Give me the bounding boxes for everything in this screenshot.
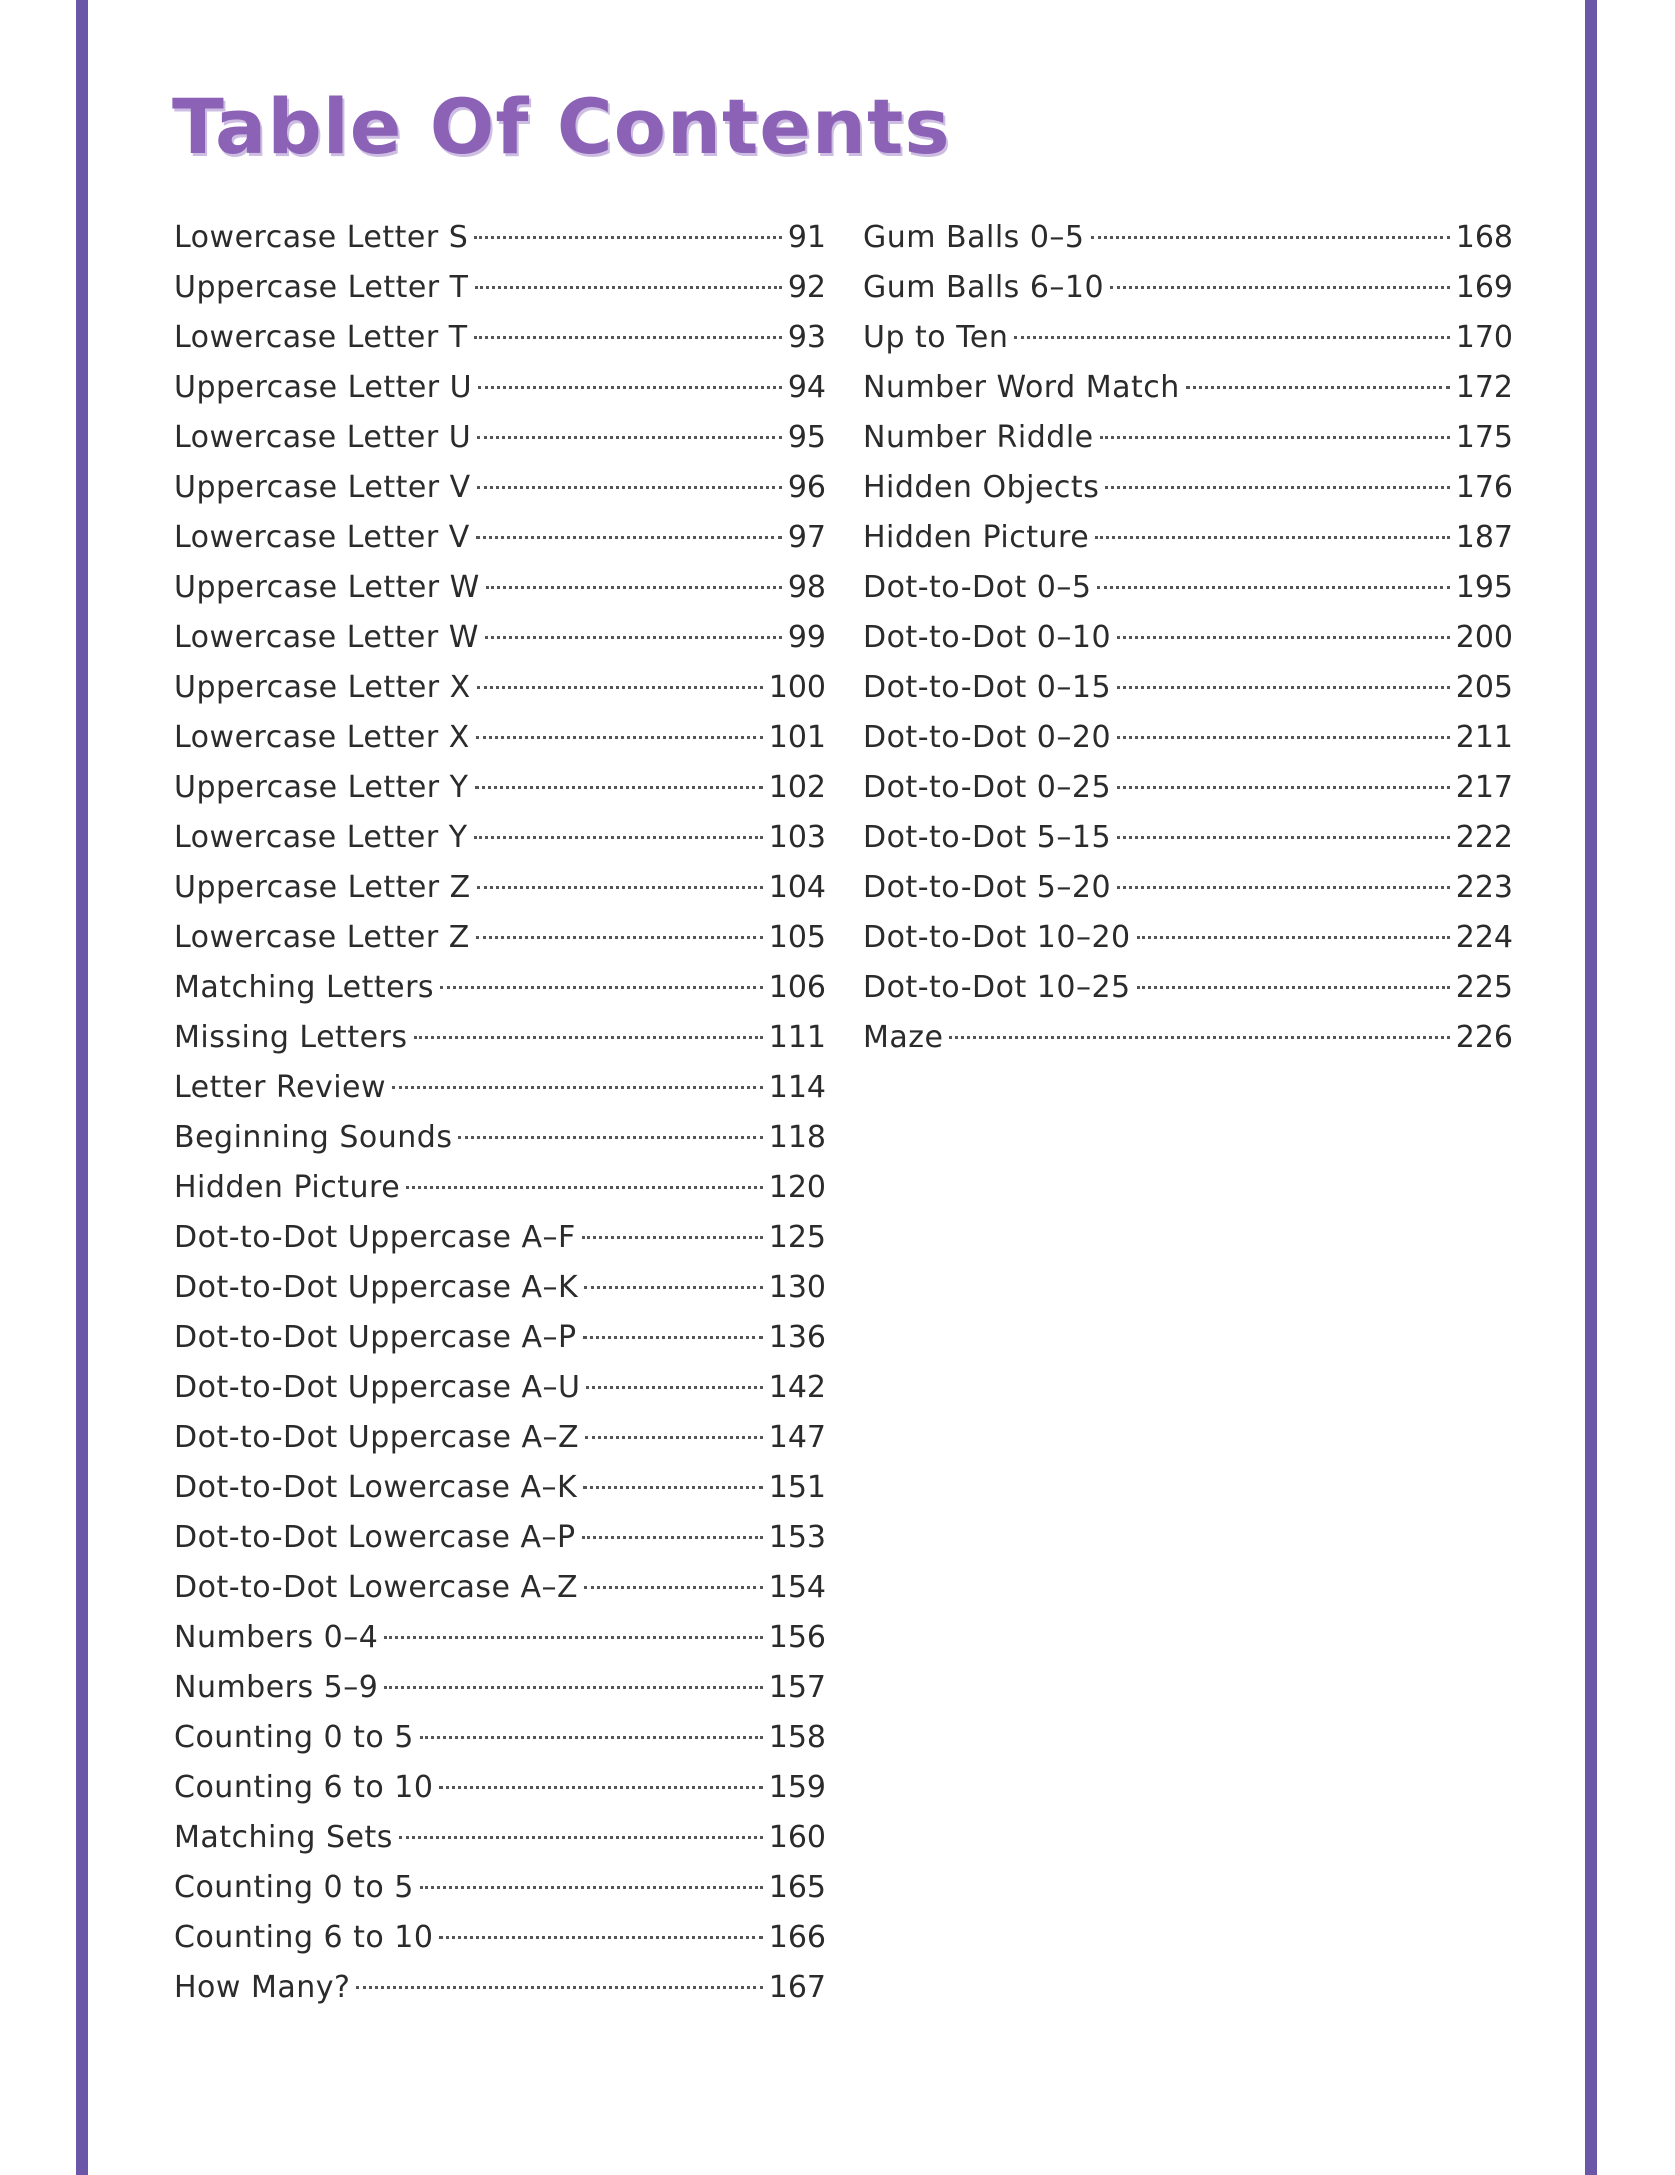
- toc-right-column: [863, 213, 1513, 1063]
- toc-entry-page-number: 105: [768, 920, 826, 955]
- toc-entry-page-number: 200: [1455, 620, 1513, 655]
- dot-leader: [586, 1386, 762, 1389]
- toc-entry: [863, 263, 1513, 313]
- toc-entry: [174, 613, 826, 663]
- toc-entry: [174, 713, 826, 763]
- toc-entry-label: Lowercase Letter X: [174, 720, 470, 755]
- dot-leader: [406, 1186, 763, 1189]
- toc-entry-label: Dot-to-Dot Lowercase A–Z: [174, 1570, 579, 1605]
- toc-entry-page-number: 165: [768, 1870, 826, 1905]
- dot-leader: [949, 1036, 1449, 1039]
- dot-leader: [476, 736, 763, 739]
- toc-entry-label: Dot-to-Dot 10–20: [863, 920, 1131, 955]
- dot-leader: [476, 536, 782, 539]
- toc-entry-page-number: 187: [1455, 520, 1513, 555]
- toc-entry-label: Matching Letters: [174, 970, 435, 1005]
- toc-entry-page-number: 92: [787, 270, 826, 305]
- toc-entry-label: Lowercase Letter T: [174, 320, 468, 355]
- toc-entry-label: Dot-to-Dot 0–5: [863, 570, 1092, 605]
- toc-entry-label: Lowercase Letter Z: [174, 920, 470, 955]
- dot-leader: [414, 1036, 763, 1039]
- dot-leader: [1091, 236, 1450, 239]
- dot-leader: [1117, 786, 1450, 789]
- toc-entry-page-number: 130: [768, 1270, 826, 1305]
- toc-entry-page-number: 101: [768, 720, 826, 755]
- toc-entry: [174, 963, 826, 1013]
- toc-entry-label: Numbers 5–9: [174, 1670, 379, 1705]
- toc-entry-page-number: 222: [1455, 820, 1513, 855]
- page-border-left: [76, 0, 88, 2175]
- dot-leader: [384, 1686, 762, 1689]
- toc-entry-label: Counting 0 to 5: [174, 1870, 414, 1905]
- dot-leader: [474, 236, 782, 239]
- dot-leader: [477, 686, 763, 689]
- toc-entry-label: Missing Letters: [174, 1020, 408, 1055]
- toc-entry: [174, 1963, 826, 2013]
- page-border-right: [1585, 0, 1597, 2175]
- toc-entry: [174, 1563, 826, 1613]
- toc-entry-label: Hidden Picture: [863, 520, 1090, 555]
- dot-leader: [474, 836, 763, 839]
- toc-entry-page-number: 98: [787, 570, 826, 605]
- toc-entry-label: Matching Sets: [174, 1820, 393, 1855]
- dot-leader: [584, 1586, 763, 1589]
- toc-entry-label: Dot-to-Dot Uppercase A–P: [174, 1320, 577, 1355]
- toc-entry: [174, 863, 826, 913]
- dot-leader: [399, 1836, 763, 1839]
- toc-entry-label: Lowercase Letter U: [174, 420, 472, 455]
- toc-entry: [174, 1663, 826, 1713]
- dot-leader: [476, 936, 763, 939]
- toc-entry-label: Uppercase Letter X: [174, 670, 471, 705]
- toc-entry-page-number: 176: [1455, 470, 1513, 505]
- toc-entry-page-number: 169: [1455, 270, 1513, 305]
- toc-entry: [174, 1313, 826, 1363]
- dot-leader: [583, 1336, 763, 1339]
- toc-entry-page-number: 223: [1455, 870, 1513, 905]
- dot-leader: [420, 1736, 763, 1739]
- toc-entry: [174, 313, 826, 363]
- toc-entry-page-number: 166: [768, 1920, 826, 1955]
- dot-leader: [582, 1536, 763, 1539]
- toc-entry: [174, 1113, 826, 1163]
- toc-entry-page-number: 93: [787, 320, 826, 355]
- toc-entry: [863, 863, 1513, 913]
- toc-entry-page-number: 99: [787, 620, 826, 655]
- toc-entry: [174, 363, 826, 413]
- toc-entry-label: Hidden Objects: [863, 470, 1100, 505]
- toc-entry-label: Uppercase Letter U: [174, 370, 473, 405]
- toc-entry-label: Dot-to-Dot 0–15: [863, 670, 1112, 705]
- toc-left-column: [174, 213, 826, 2013]
- dot-leader: [475, 786, 763, 789]
- toc-entry: [863, 613, 1513, 663]
- dot-leader: [1097, 586, 1449, 589]
- dot-leader: [486, 586, 782, 589]
- toc-entry: [863, 1013, 1513, 1063]
- toc-entry-page-number: 168: [1455, 220, 1513, 255]
- toc-entry-label: Counting 0 to 5: [174, 1720, 414, 1755]
- toc-entry-page-number: 142: [768, 1370, 826, 1405]
- toc-entry-label: Dot-to-Dot Lowercase A–P: [174, 1520, 576, 1555]
- toc-entry: [863, 763, 1513, 813]
- toc-entry: [174, 213, 826, 263]
- dot-leader: [1117, 736, 1450, 739]
- dot-leader: [439, 1936, 762, 1939]
- toc-entry-page-number: 226: [1455, 1020, 1513, 1055]
- toc-entry-page-number: 91: [787, 220, 826, 255]
- toc-entry-page-number: 158: [768, 1720, 826, 1755]
- toc-entry-page-number: 157: [768, 1670, 826, 1705]
- toc-entry-label: Dot-to-Dot Uppercase A–K: [174, 1270, 579, 1305]
- toc-entry-page-number: 100: [768, 670, 826, 705]
- dot-leader: [1137, 936, 1450, 939]
- toc-entry: [174, 1513, 826, 1563]
- dot-leader: [477, 436, 782, 439]
- dot-leader: [583, 1486, 763, 1489]
- toc-entry: [863, 413, 1513, 463]
- dot-leader: [1105, 486, 1449, 489]
- toc-entry-label: Dot-to-Dot 0–25: [863, 770, 1112, 805]
- dot-leader: [384, 1636, 762, 1639]
- toc-entry-label: Hidden Picture: [174, 1170, 401, 1205]
- toc-entry: [174, 1463, 826, 1513]
- toc-entry-page-number: 94: [787, 370, 826, 405]
- dot-leader: [440, 986, 763, 989]
- toc-entry-page-number: 205: [1455, 670, 1513, 705]
- toc-entry-page-number: 224: [1455, 920, 1513, 955]
- toc-entry: [174, 1263, 826, 1313]
- toc-entry-label: Number Riddle: [863, 420, 1094, 455]
- toc-entry: [174, 1913, 826, 1963]
- toc-entry-label: Dot-to-Dot 0–20: [863, 720, 1112, 755]
- toc-entry-page-number: 211: [1455, 720, 1513, 755]
- toc-entry-label: Uppercase Letter Z: [174, 870, 471, 905]
- dot-leader: [1095, 536, 1450, 539]
- toc-entry-page-number: 147: [768, 1420, 826, 1455]
- toc-entry-page-number: 160: [768, 1820, 826, 1855]
- toc-entry-label: Gum Balls 0–5: [863, 220, 1085, 255]
- toc-entry-label: Up to Ten: [863, 320, 1009, 355]
- toc-entry: [174, 1363, 826, 1413]
- toc-entry: [863, 563, 1513, 613]
- dot-leader: [392, 1086, 763, 1089]
- toc-entry-page-number: 136: [768, 1320, 826, 1355]
- dot-leader: [1137, 986, 1450, 989]
- toc-entry-page-number: 120: [768, 1170, 826, 1205]
- toc-entry: [174, 663, 826, 713]
- toc-entry-page-number: 172: [1455, 370, 1513, 405]
- toc-entry-page-number: 106: [768, 970, 826, 1005]
- toc-entry-label: Letter Review: [174, 1070, 387, 1105]
- toc-entry-label: Lowercase Letter W: [174, 620, 479, 655]
- toc-entry: [174, 1163, 826, 1213]
- toc-entry-page-number: 167: [768, 1970, 826, 2005]
- toc-entry-page-number: 104: [768, 870, 826, 905]
- toc-entry: [174, 813, 826, 863]
- toc-entry: [863, 813, 1513, 863]
- dot-leader: [585, 1436, 763, 1439]
- toc-entry: [174, 1013, 826, 1063]
- toc-entry-label: Lowercase Letter S: [174, 220, 469, 255]
- toc-entry-label: Lowercase Letter Y: [174, 820, 468, 855]
- toc-entry: [174, 463, 826, 513]
- toc-entry-page-number: 217: [1455, 770, 1513, 805]
- toc-entry-page-number: 159: [768, 1770, 826, 1805]
- toc-entry-label: Dot-to-Dot 0–10: [863, 620, 1112, 655]
- toc-entry-label: Maze: [863, 1020, 944, 1055]
- toc-entry: [863, 713, 1513, 763]
- toc-entry: [174, 1813, 826, 1863]
- toc-entry: [174, 913, 826, 963]
- toc-entry-label: Uppercase Letter T: [174, 270, 469, 305]
- dot-leader: [420, 1886, 763, 1889]
- toc-entry-label: Dot-to-Dot 10–25: [863, 970, 1131, 1005]
- toc-entry-label: Gum Balls 6–10: [863, 270, 1105, 305]
- dot-leader: [478, 386, 782, 389]
- toc-entry: [863, 913, 1513, 963]
- toc-entry-page-number: 170: [1455, 320, 1513, 355]
- toc-entry-label: How Many?: [174, 1970, 351, 2005]
- toc-entry: [174, 263, 826, 313]
- toc-entry-label: Number Word Match: [863, 370, 1180, 405]
- dot-leader: [475, 286, 782, 289]
- toc-entry-page-number: 175: [1455, 420, 1513, 455]
- dot-leader: [1100, 436, 1450, 439]
- toc-entry-page-number: 156: [768, 1620, 826, 1655]
- toc-entry: [863, 663, 1513, 713]
- toc-entry: [863, 463, 1513, 513]
- toc-entry-label: Uppercase Letter V: [174, 470, 471, 505]
- toc-entry-page-number: 153: [768, 1520, 826, 1555]
- toc-entry-page-number: 151: [768, 1470, 826, 1505]
- toc-entry-label: Dot-to-Dot Lowercase A–K: [174, 1470, 578, 1505]
- toc-entry-label: Dot-to-Dot 5–15: [863, 820, 1112, 855]
- toc-entry-label: Dot-to-Dot Uppercase A–Z: [174, 1420, 580, 1455]
- toc-entry-page-number: 97: [787, 520, 826, 555]
- toc-entry-label: Counting 6 to 10: [174, 1920, 434, 1955]
- toc-entry: [174, 763, 826, 813]
- dot-leader: [439, 1786, 762, 1789]
- dot-leader: [1117, 636, 1450, 639]
- toc-entry: [174, 563, 826, 613]
- toc-entry: [863, 963, 1513, 1013]
- dot-leader: [1117, 686, 1450, 689]
- toc-entry: [174, 1863, 826, 1913]
- toc-entry: [174, 513, 826, 563]
- toc-entry-label: Numbers 0–4: [174, 1620, 379, 1655]
- dot-leader: [477, 486, 782, 489]
- toc-entry: [174, 1763, 826, 1813]
- toc-entry: [174, 1213, 826, 1263]
- toc-entry-page-number: 103: [768, 820, 826, 855]
- page-title: Table Of Contents: [172, 82, 951, 171]
- dot-leader: [1117, 836, 1450, 839]
- toc-entry-label: Dot-to-Dot 5–20: [863, 870, 1112, 905]
- toc-entry: [174, 1613, 826, 1663]
- dot-leader: [1117, 886, 1450, 889]
- dot-leader: [477, 886, 763, 889]
- toc-entry-label: Dot-to-Dot Uppercase A–U: [174, 1370, 581, 1405]
- dot-leader: [356, 1986, 762, 1989]
- toc-entry: [863, 313, 1513, 363]
- toc-entry-page-number: 125: [768, 1220, 826, 1255]
- toc-entry-page-number: 96: [787, 470, 826, 505]
- toc-entry-page-number: 102: [768, 770, 826, 805]
- toc-entry-page-number: 195: [1455, 570, 1513, 605]
- toc-entry-label: Lowercase Letter V: [174, 520, 470, 555]
- toc-entry: [174, 413, 826, 463]
- toc-entry: [863, 213, 1513, 263]
- dot-leader: [1186, 386, 1450, 389]
- toc-entry-label: Uppercase Letter Y: [174, 770, 469, 805]
- toc-entry-page-number: 154: [768, 1570, 826, 1605]
- toc-entry: [174, 1413, 826, 1463]
- dot-leader: [458, 1136, 762, 1139]
- dot-leader: [1014, 336, 1449, 339]
- toc-entry: [863, 363, 1513, 413]
- toc-entry-label: Counting 6 to 10: [174, 1770, 434, 1805]
- toc-entry-page-number: 95: [787, 420, 826, 455]
- toc-entry-label: Beginning Sounds: [174, 1120, 453, 1155]
- toc-entry: [174, 1713, 826, 1763]
- dot-leader: [1110, 286, 1450, 289]
- toc-entry: [174, 1063, 826, 1113]
- toc-entry: [863, 513, 1513, 563]
- dot-leader: [582, 1236, 763, 1239]
- toc-entry-page-number: 111: [768, 1020, 826, 1055]
- toc-entry-page-number: 114: [768, 1070, 826, 1105]
- toc-entry-label: Uppercase Letter W: [174, 570, 480, 605]
- toc-entry-page-number: 225: [1455, 970, 1513, 1005]
- dot-leader: [474, 336, 782, 339]
- dot-leader: [584, 1286, 763, 1289]
- toc-entry-label: Dot-to-Dot Uppercase A–F: [174, 1220, 576, 1255]
- dot-leader: [485, 636, 782, 639]
- toc-entry-page-number: 118: [768, 1120, 826, 1155]
